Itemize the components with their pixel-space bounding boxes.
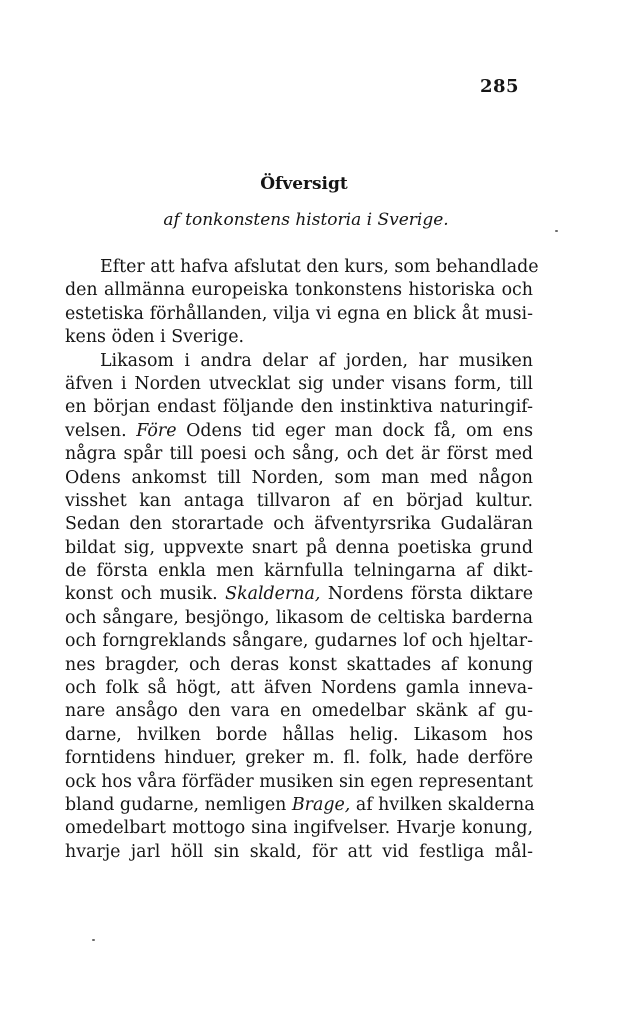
text-segment: nes bragder, och deras konst skattades af konung (65, 654, 533, 675)
emphasized-word: Före (136, 420, 177, 441)
section-subheading-text: af tonkonstens historia i Sverige. (163, 210, 449, 230)
text-line (65, 724, 533, 747)
text-segment: Efter att hafva afslutat den kurs, som behandlade (100, 257, 539, 277)
text-segment: och forngreklands sångare, gudarnes lof och hjeltar- (65, 631, 533, 652)
text-line (65, 256, 539, 279)
text-segment: och folk så högt, att äfven Nordens gamla inneva- (65, 678, 533, 699)
section-subheading (0, 210, 632, 230)
text-segment: konst och musik. (65, 584, 226, 605)
text-line (65, 771, 533, 794)
text-line (65, 583, 533, 606)
text-line (65, 490, 533, 513)
text-segment: äfven i Norden utvecklat sig under visans form, till (65, 373, 533, 394)
text-segment: Odens tid eger man dock få, om ens (176, 420, 533, 441)
print-speck (555, 230, 558, 232)
text-segment: Nordens första diktare (320, 584, 533, 605)
text-line (65, 279, 533, 302)
text-segment: den allmänna europeiska tonkonstens historiska och (65, 280, 533, 301)
section-heading (0, 174, 632, 194)
emphasized-word: Skalderna, (225, 584, 321, 605)
emphasized-word: Brage, (291, 794, 351, 815)
text-segment: bildat sig, uppvexte snart på denna poetiska grund (65, 537, 533, 558)
text-line (65, 817, 533, 840)
text-line (65, 630, 533, 653)
text-line (65, 396, 533, 419)
text-line (65, 677, 533, 700)
text-segment: de första enkla men kärnfulla telningarna af dikt- (65, 561, 533, 582)
text-segment: velsen. (65, 420, 137, 441)
text-segment: några spår till poesi och sång, och det är först med (65, 444, 533, 465)
text-line (65, 700, 533, 723)
print-speck (92, 939, 95, 941)
text-segment: hvarje jarl höll sin skald, för att vid festliga mål- (65, 841, 533, 862)
text-segment: Likasom i andra delar af jorden, har musiken (100, 350, 533, 371)
text-segment: omedelbart mottogo sina ingifvelser. Hvarje konung, (65, 818, 533, 839)
text-segment: en början endast följande den instinktiva naturingif- (65, 397, 533, 418)
text-line (65, 794, 533, 817)
text-line (65, 560, 533, 583)
text-line (65, 326, 533, 349)
text-line (65, 443, 533, 466)
text-line (65, 350, 533, 373)
text-line (65, 841, 533, 864)
text-line (65, 654, 533, 677)
text-segment: Sedan den storartade och äfventyrsrika Gudaläran (65, 514, 533, 535)
section-heading-text: Öfversigt (260, 174, 348, 194)
body-text (65, 256, 539, 864)
text-segment: estetiska förhållanden, vilja vi egna en blick åt musi- (65, 303, 533, 324)
text-segment: ock hos våra förfäder musiken sin egen representant (65, 771, 533, 792)
page-number: 285 (480, 76, 520, 97)
text-line (65, 513, 533, 536)
text-segment: forntidens hinduer, greker m. fl. folk, hade derföre (65, 748, 533, 769)
text-line (65, 747, 533, 770)
text-segment: visshet kan antaga tillvaron af en börjad kultur. (65, 490, 533, 511)
text-line (65, 303, 533, 326)
text-segment: nare ansågo den vara en omedelbar skänk af gu- (65, 701, 533, 722)
text-segment: bland gudarne, nemligen (65, 794, 292, 815)
text-segment: Odens ankomst till Norden, som man med någon (65, 467, 533, 488)
text-line (65, 537, 533, 560)
text-segment: darne, hvilken borde hållas helig. Likasom hos (65, 724, 533, 745)
text-line (65, 467, 533, 490)
text-line (65, 420, 533, 443)
text-line (65, 373, 533, 396)
text-segment: kens öden i Sverige. (65, 327, 245, 348)
text-segment: af hvilken skalderna (350, 794, 535, 815)
text-segment: och sångare, besjöngo, likasom de celtiska barderna (65, 607, 533, 628)
text-line (65, 607, 533, 630)
